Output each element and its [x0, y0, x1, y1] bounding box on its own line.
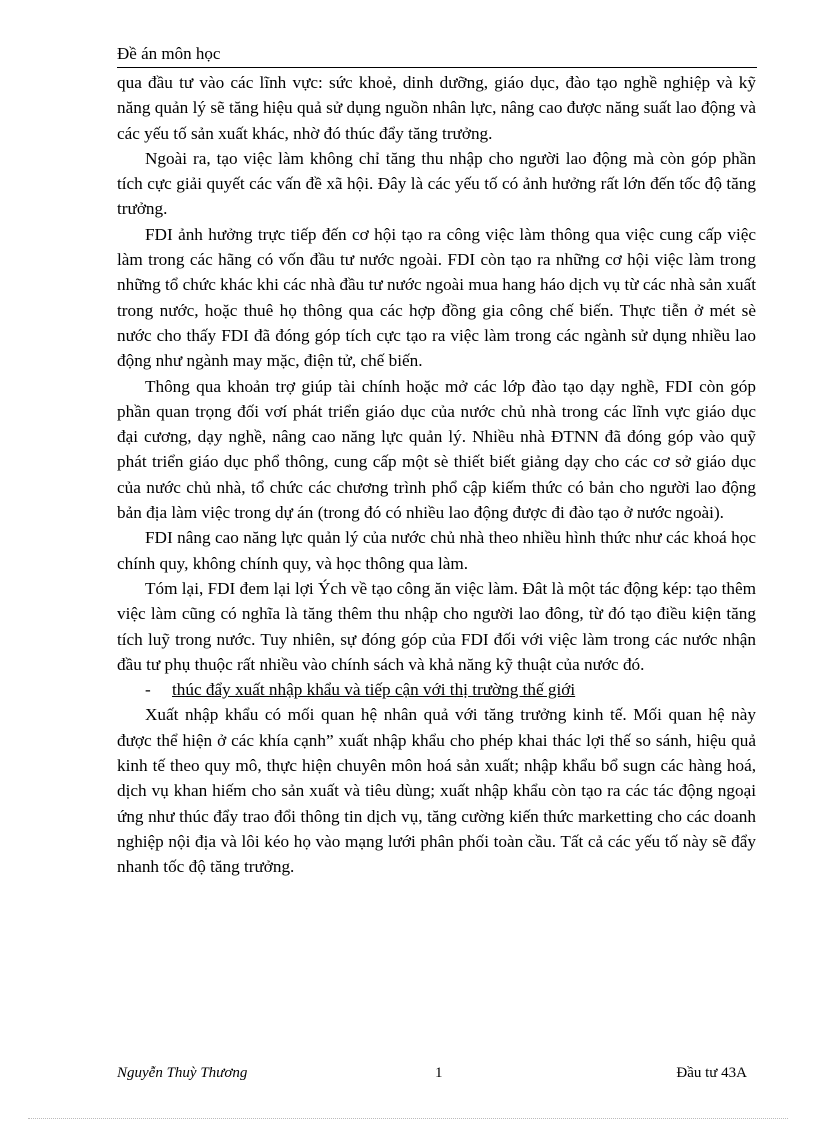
paragraph: qua đầu tư vào các lĩnh vực: sức khoẻ, dinh dưỡng, giáo dục, đào tạo nghề nghiệp và kỹ năng quản lý sẽ tăng hiệu quả sử dụng nguồn nhân lực, nâng cao được năng suất lao động và các yếu tố sản xuất khác, nhờ đó thúc đẩy tăng trưởng. — [117, 73, 756, 143]
paragraph: Xuất nhập khẩu có mối quan hệ nhân quả với tăng trưởng kinh tế. Mối quan hệ này được thể hiện ở các khía cạnh” xuất nhập khẩu cho phép khai thác lợi thế so sánh, hiệu quả kinh tế theo quy mô, thực hiện chuyên môn hoá sản xuất; nhập khẩu bổ sugn các hàng hoá, dịch vụ khan hiếm cho sản xuất và tiêu dùng; xuất nhập khẩu còn tạo ra các tác động ngoại ứng như thúc đẩy trao đổi thông tin dịch vụ, tăng cường kiến thức marketting cho các doanh nghiệp nội địa và lôi kéo họ vào mạng lưới phân phối toàn cầu. Tất cả các yếu tố này sẽ đẩy nhanh tốc độ tăng trưởng. — [117, 705, 756, 877]
page-header — [117, 43, 757, 68]
paragraph: Thông qua khoản trợ giúp tài chính hoặc mở các lớp đào tạo dạy nghề, FDI còn góp phần quan trọng đối vơí phát triển giáo dục của nước chủ nhà trong các lĩnh vực giáo dục đại cương, dạy nghề, nâng cao năng lực quản lý. Nhiều nhà ĐTNN đã đóng góp vào quỹ phát triển giáo dục phổ thông, cung cấp một sè thiết biết giảng dạy cho các cơ sở giáo dục của nước chủ nhà, tổ chức các chương trình phổ cập kiếm thức có bản cho người lao động bản địa làm việc trong dự án (trong đó có nhiều lao động được đi đào tạo ở nước ngoài). — [117, 376, 756, 523]
page-number: 1 — [435, 1065, 443, 1081]
page-bottom-dotted-line — [28, 1118, 788, 1119]
footer-course: Đầu tư 43A — [676, 1065, 747, 1081]
document-body — [117, 70, 756, 880]
paragraph: FDI ảnh hưởng trực tiếp đến cơ hội tạo ra công việc làm thông qua việc cung cấp việc làm trong các hãng có vốn đầu tư nước ngoài. FDI còn tạo ra những cơ hội việc làm trong những tổ chức khác khi các nhà đầu tư nước ngoài mua hang háo dịch vụ từ các nhà sản xuất trong nước, hoặc thuê họ thông qua các hợp đồng gia công chế biến. Thực tiễn ở mét sè nước cho thấy FDI đã đóng góp tích cực tạo ra việc làm trong các ngành sử dụng nhiều lao động như ngành may mặc, điện tử, chế biến. — [117, 224, 756, 371]
paragraph: Tóm lại, FDI đem lại lợi Ých về tạo công ăn việc làm. Đât là một tác động kép: tạo thêm việc làm cũng có nghĩa là tăng thêm thu nhập cho người lao đông, từ đó tạo điều kiện tăng tích luỹ trong nước. Tuy nhiên, sự đóng góp của FDI đối với việc làm trong các nước nhận đầu tư phụ thuộc rất nhiều vào chính sách và khả năng kỹ thuật của nước đó. — [117, 578, 756, 674]
section-heading: thúc đẩy xuất nhập khẩu và tiếp cận với thị trường thế giới — [172, 680, 576, 700]
footer-author: Nguyễn Thuỳ Thương — [117, 1065, 248, 1081]
paragraph: FDI nâng cao năng lực quản lý của nước chủ nhà theo nhiều hình thức như các khoá học chính quy, không chính quy, và học thông qua làm. — [117, 528, 756, 573]
bullet-dash: - — [145, 680, 151, 700]
page-footer — [117, 1063, 757, 1083]
header-title: Đề án môn học — [117, 44, 221, 63]
section-bullet — [117, 677, 756, 702]
paragraph: Ngoài ra, tạo việc làm không chỉ tăng thu nhập cho người lao động mà còn góp phần tích cực giải quyết các vấn đề xã hội. Đây là các yếu tố có ảnh hưởng rất lớn đến tốc độ tăng trưởng. — [117, 148, 756, 219]
